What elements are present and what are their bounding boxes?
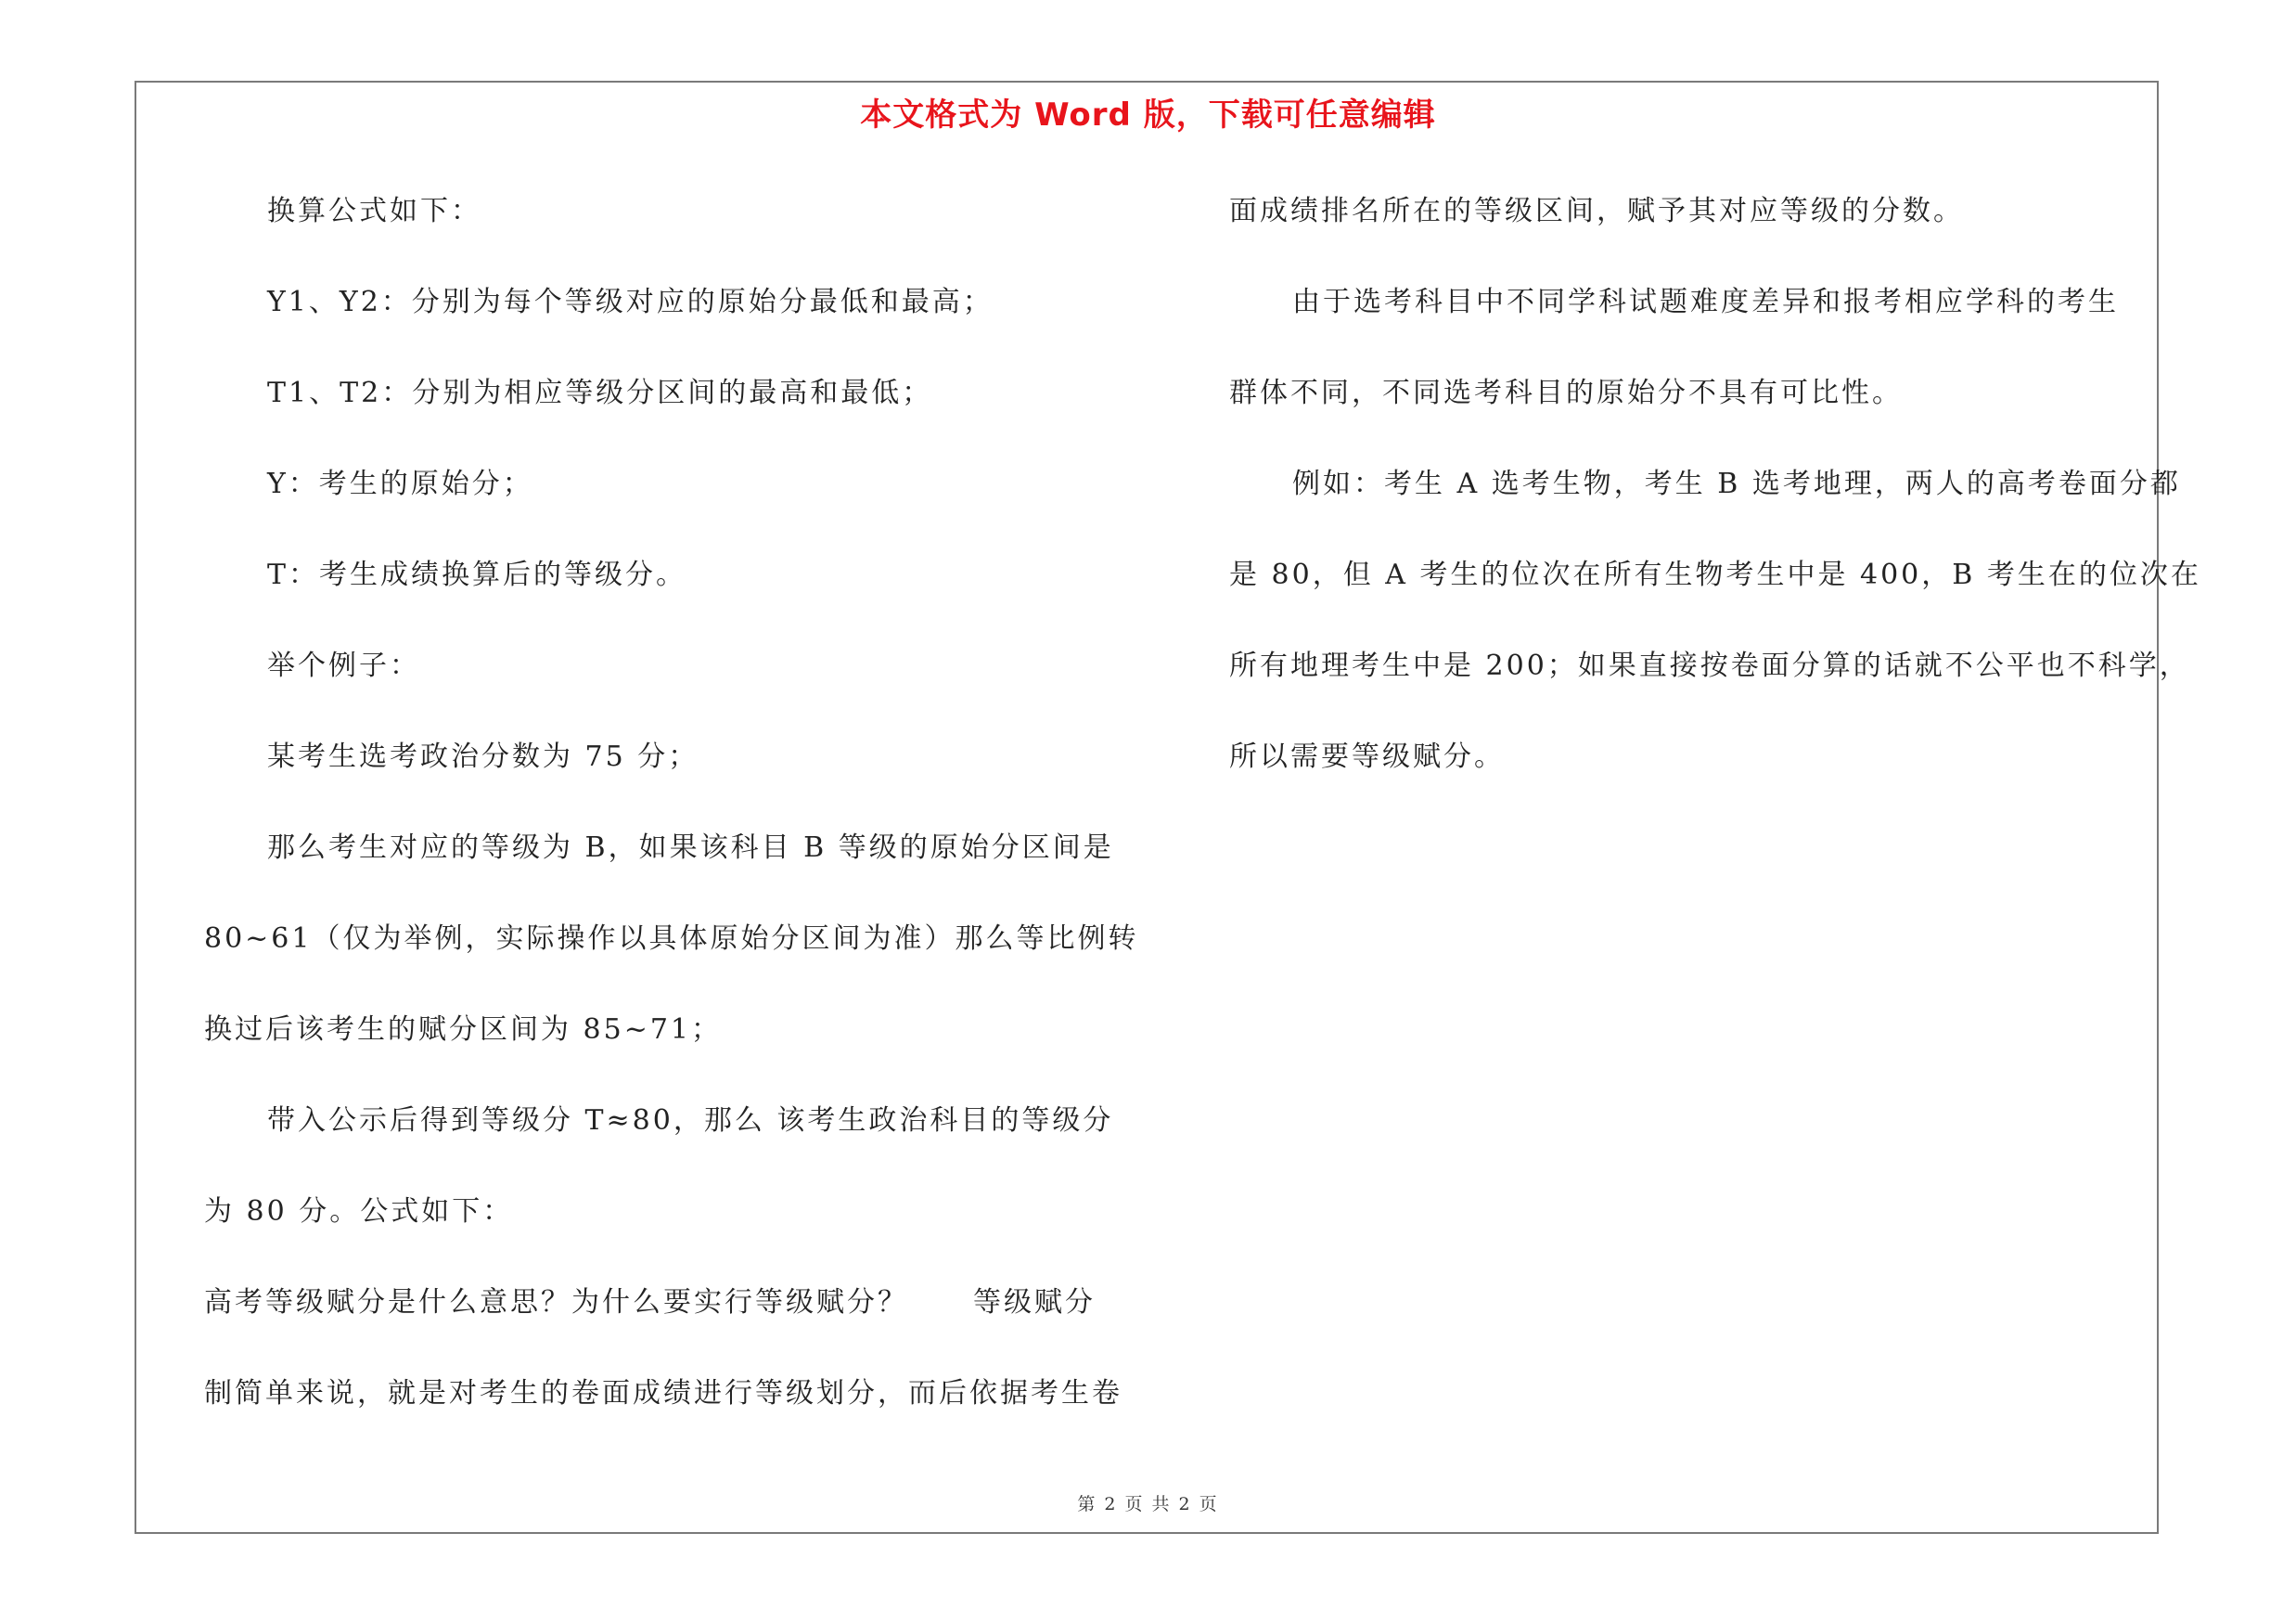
text-line [204,1088,1132,1179]
line-text: 换过后该考生的赋分区间为 85~71； [204,1013,723,1046]
text-line [204,633,1132,724]
line-text: 带入公示后得到等级分 T≈80，那么 该考生政治科目的等级分 [267,1104,1114,1137]
format-banner: 本文格式为 Word 版，下载可任意编辑 [860,97,1436,134]
line-text: 群体不同，不同选考科目的原始分不具有可比性。 [1229,377,1903,409]
text-line [204,724,1132,815]
line-text: 所以需要等级赋分。 [1229,741,1505,773]
text-line [1229,542,2201,633]
line-tail-text: 等级赋分 [973,1286,1096,1319]
text-line [1229,178,2157,269]
line-text: 例如：考生 A 选考生物，考生 B 选考地理，两人的高考卷面分都 [1292,468,2181,500]
left-column [204,178,1139,1451]
line-text: 面成绩排名所在的等级区间，赋予其对应等级的分数。 [1229,195,1964,227]
line-text: 某考生选考政治分数为 75 分； [267,741,699,773]
text-line [204,269,1132,360]
line-text: 80~61（仅为举例，实际操作以具体原始分区间为准）那么等比例转 [204,922,1139,955]
line-text: 制简单来说，就是对考生的卷面成绩进行等级划分，而后依据考生卷 [204,1377,1122,1410]
right-column [1229,178,2201,815]
line-text: T：考生成绩换算后的等级分。 [267,559,687,591]
text-line [1229,360,2157,451]
line-text: 举个例子： [267,650,420,682]
text-line [1229,451,2181,542]
text-line [204,451,1132,542]
text-line [204,1269,1132,1360]
text-line [204,178,1132,269]
text-line [204,1179,1132,1269]
text-line [204,815,1132,906]
text-line [204,1360,1132,1451]
line-text: 为 80 分。公式如下： [204,1195,514,1228]
line-text: 所有地理考生中是 200；如果直接按卷面分算的话就不公平也不科学， [1229,650,2190,682]
text-line [204,542,1132,633]
line-text: 是 80，但 A 考生的位次在所有生物考生中是 400，B 考生在的位次在 [1229,559,2201,591]
line-text: T1、T2：分别为相应等级分区间的最高和最低； [267,377,933,409]
text-line [204,906,1139,997]
line-text: 那么考生对应的等级为 B，如果该科目 B 等级的原始分区间是 [267,831,1114,864]
text-line [204,360,1132,451]
text-line [1229,633,2190,724]
line-text: 换算公式如下： [267,195,481,227]
text-line [204,997,1132,1088]
page-footer: 第 2 页 共 2 页 [1077,1494,1219,1514]
text-line [1229,269,2157,360]
line-text: 由于选考科目中不同学科试题难度差异和报考相应学科的考生 [1292,286,2119,318]
text-line [1229,724,2157,815]
line-text: Y：考生的原始分； [267,468,533,500]
line-text: Y1、Y2：分别为每个等级对应的原始分最低和最高； [267,286,994,318]
line-text: 高考等级赋分是什么意思？为什么要实行等级赋分？ [204,1286,908,1319]
